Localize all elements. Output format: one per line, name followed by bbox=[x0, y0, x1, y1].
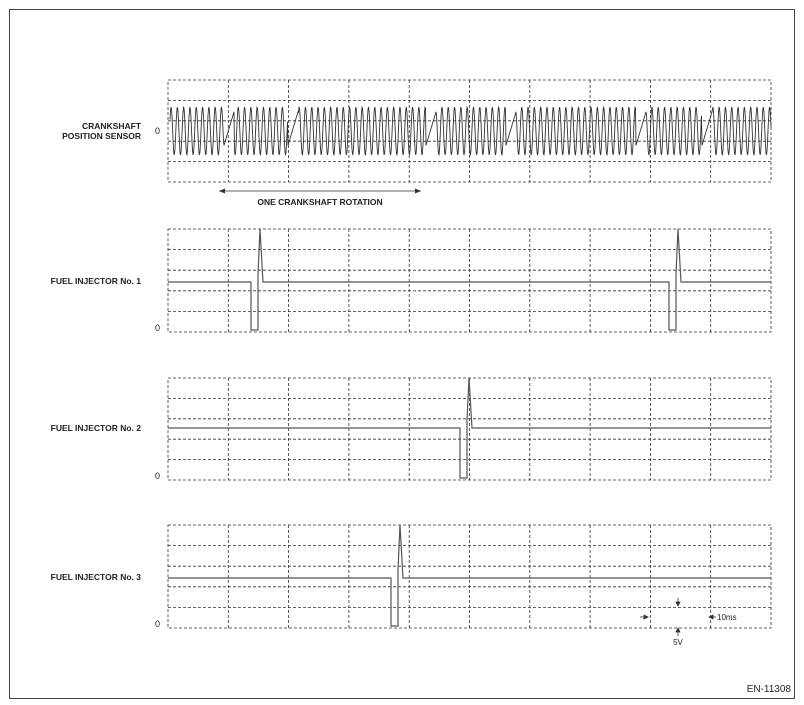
time-scale-label: 10ms bbox=[717, 613, 737, 622]
crankshaft-panel bbox=[62, 80, 771, 207]
injector-2-zero-label: 0 bbox=[154, 471, 160, 481]
injector-3-panel bbox=[51, 525, 771, 647]
crankshaft-waveform bbox=[170, 107, 771, 155]
injector-2-panel bbox=[51, 378, 771, 481]
injector-1-panel bbox=[51, 229, 771, 333]
scale-markers bbox=[640, 598, 716, 636]
injector-3-grid bbox=[168, 525, 771, 628]
injector-1-label: FUEL INJECTOR No. 1 bbox=[50, 276, 141, 286]
crankshaft-label-line1: CRANKSHAFT bbox=[81, 121, 141, 131]
injector-3-label: FUEL INJECTOR No. 3 bbox=[50, 572, 141, 582]
injector-3-zero-label: 0 bbox=[154, 619, 160, 629]
voltage-scale-label: 5V bbox=[673, 638, 683, 647]
crankshaft-zero-label: 0 bbox=[154, 126, 160, 136]
crankshaft-label-line2: POSITION SENSOR bbox=[62, 131, 141, 141]
injector-1-zero-label: 0 bbox=[154, 323, 160, 333]
rotation-label: ONE CRANKSHAFT ROTATION bbox=[257, 197, 383, 207]
figure-code: EN-11308 bbox=[746, 684, 791, 695]
rotation-arrow bbox=[219, 189, 421, 194]
injector-2-label: FUEL INJECTOR No. 2 bbox=[50, 423, 141, 433]
